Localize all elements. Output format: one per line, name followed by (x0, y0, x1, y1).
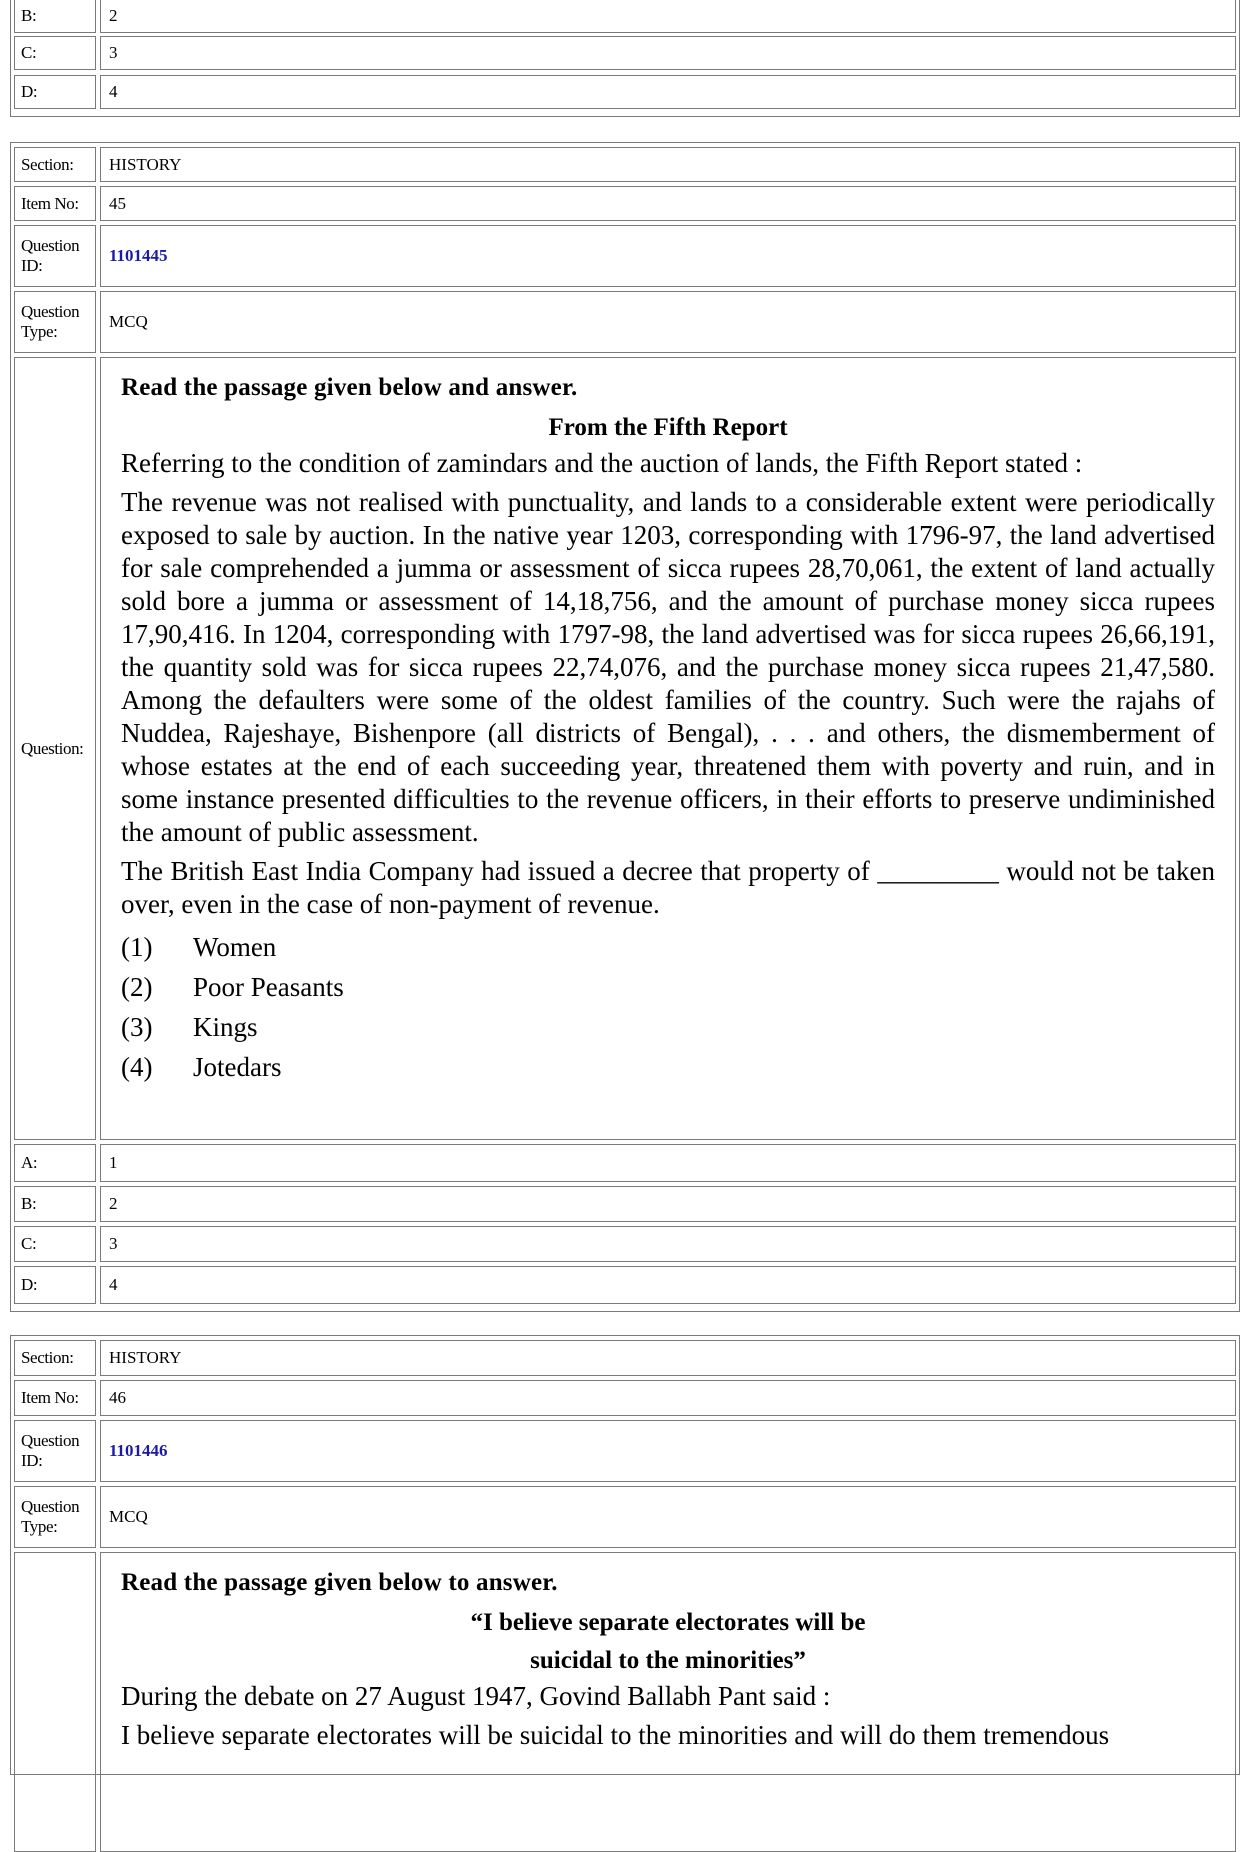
question-id-value: 1101446 (100, 1420, 1236, 1482)
question-label (14, 1552, 96, 1852)
question-type-label: Question Type: (14, 1486, 96, 1548)
passage-intro: Referring to the condition of zamindars and the auction of lands, the Fifth Report stated : (121, 448, 1083, 478)
item-no-row (14, 186, 1236, 221)
option-d-value: 4 (100, 75, 1236, 109)
option-b-value: 2 (100, 0, 1236, 33)
option-a-value: 1 (100, 1144, 1236, 1182)
option-row-b (14, 1186, 1236, 1222)
item-no-value: 46 (100, 1380, 1236, 1416)
option-row-d (14, 75, 1236, 109)
question-table-46 (10, 1335, 1240, 1775)
section-label: Section: (14, 147, 96, 182)
option-d-label: D: (14, 75, 96, 109)
choice-4 (121, 1047, 1215, 1087)
option-c-label: C: (14, 36, 96, 70)
passage-title-line-1: “I believe separate electorates will be (470, 1609, 866, 1636)
option-c-value: 3 (100, 1226, 1236, 1262)
choice-text: Poor Peasants (193, 972, 344, 1002)
item-no-label: Item No: (14, 186, 96, 221)
section-label: Section: (14, 1340, 96, 1376)
passage-text: The revenue was not realised with punctuality, and lands to a considerable extent were periodically exposed to sale by auction. In the native year 1203, corresponding with 1796-97, the land advertised for sale comprehended a jumma or assessment of sicca rupees 28,70,061, the extent of land actually sold bore a jumma or assessment of 14,18,756, and the amount of purchase money sicca rupees 17,90,416. In 1204, corresponding with 1797-98, the land advertised was for sicca rupees 26,66,191, the quantity sold was for sicca rupees 22,74,076, and the purchase money sicca rupees 21,47,580. Among the defaulters were some of the oldest families of the country. Such were the rajahs of Nuddea, Rajeshaye, Bishenpore (all districts of Bengal), . . . and others, the dismemberment of whose estates at the end of each succeeding year, threatened them with poverty and ruin, and in some instance presented difficulties to the revenue officers, in their efforts to preserve undiminished the amount of public assessment. (121, 487, 1215, 847)
option-c-value: 3 (100, 36, 1236, 70)
question-row (14, 1552, 1236, 1852)
option-row-c (14, 36, 1236, 70)
option-d-value: 4 (100, 1266, 1236, 1304)
question-type-value: MCQ (100, 291, 1236, 353)
question-id-value: 1101445 (100, 225, 1236, 287)
option-row-b (14, 0, 1236, 33)
choice-2 (121, 967, 1215, 1007)
option-b-label: B: (14, 0, 96, 33)
question-table-44-tail (10, 0, 1240, 117)
question-type-row (14, 1486, 1236, 1548)
passage-text: I believe separate electorates will be suicidal to the minorities and will do them tremendous (121, 1720, 1110, 1750)
choice-text: Jotedars (193, 1052, 282, 1082)
choice-number: (2) (121, 972, 153, 1002)
passage-instruction: Read the passage given below and answer. (121, 374, 578, 401)
choice-number: (3) (121, 1012, 153, 1042)
option-row-c (14, 1226, 1236, 1262)
item-no-value: 45 (100, 186, 1236, 221)
option-a-label: A: (14, 1144, 96, 1182)
item-no-row (14, 1380, 1236, 1416)
section-row (14, 147, 1236, 182)
choice-text: Kings (193, 1012, 258, 1042)
question-id-label: Question ID: (14, 225, 96, 287)
section-row (14, 1340, 1236, 1376)
option-row-d (14, 1266, 1236, 1304)
choice-text: Women (193, 932, 277, 962)
option-b-label: B: (14, 1186, 96, 1222)
question-id-label: Question ID: (14, 1420, 96, 1482)
question-label: Question: (14, 357, 96, 1140)
question-type-label: Question Type: (14, 291, 96, 353)
option-b-value: 2 (100, 1186, 1236, 1222)
question-content (100, 1552, 1236, 1852)
choice-1 (121, 927, 1215, 967)
passage-title: From the Fifth Report (548, 414, 788, 441)
section-value: HISTORY (100, 147, 1236, 182)
passage-instruction: Read the passage given below to answer. (121, 1569, 558, 1596)
passage-title-line-2: suicidal to the minorities” (530, 1647, 806, 1674)
question-type-value: MCQ (100, 1486, 1236, 1548)
question-content (100, 357, 1236, 1140)
option-d-label: D: (14, 1266, 96, 1304)
passage-intro: During the debate on 27 August 1947, Govind Ballabh Pant said : (121, 1681, 831, 1711)
question-type-row (14, 291, 1236, 353)
item-no-label: Item No: (14, 1380, 96, 1416)
question-table-45 (10, 142, 1240, 1312)
question-stem: The British East India Company had issued a decree that property of _________ would not be taken over, even in the case of non-payment of revenue. (121, 856, 1215, 919)
choice-number: (1) (121, 932, 153, 962)
question-row (14, 357, 1236, 1140)
option-c-label: C: (14, 1226, 96, 1262)
choice-3 (121, 1007, 1215, 1047)
choice-number: (4) (121, 1052, 153, 1082)
section-value: HISTORY (100, 1340, 1236, 1376)
question-id-row (14, 225, 1236, 287)
question-id-row (14, 1420, 1236, 1482)
option-row-a (14, 1144, 1236, 1182)
